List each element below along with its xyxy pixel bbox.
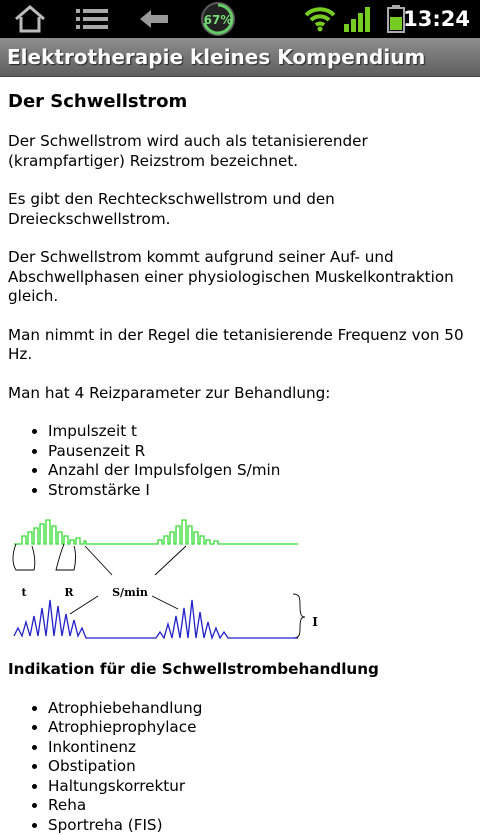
indication-list bbox=[8, 699, 470, 835]
menu-icon[interactable] bbox=[72, 0, 112, 38]
diagram-label-smin: S/min bbox=[112, 586, 148, 599]
article-content[interactable] bbox=[8, 76, 470, 835]
paragraph-2: Es gibt den Rechteckschwellstrom und den Dreieckschwellstrom. bbox=[8, 190, 470, 229]
clock-time: 13:24 bbox=[403, 0, 470, 38]
list-item: • Anzahl der Impulsfolgen S/min bbox=[48, 461, 470, 481]
list-item: • Impulszeit t bbox=[48, 422, 470, 442]
paragraph-3: Der Schwellstrom kommt aufgrund seiner Auf- und Abschwellphasen einer physiologischen Muskelkontraktion gleich. bbox=[8, 248, 470, 307]
list-item: • Atrophiebehandlung bbox=[48, 699, 470, 719]
signal-icon bbox=[343, 0, 373, 38]
parameter-list bbox=[8, 422, 470, 500]
back-icon[interactable] bbox=[134, 0, 174, 38]
article-heading: Der Schwellstrom bbox=[8, 91, 470, 113]
diagram-label-t: t bbox=[21, 586, 27, 599]
list-item: • Sportreha (FIS) bbox=[48, 816, 470, 835]
status-bar bbox=[0, 0, 480, 38]
parameter-markers bbox=[13, 544, 305, 638]
triangle-swell-wave bbox=[14, 600, 298, 638]
home-icon[interactable] bbox=[10, 0, 50, 38]
list-item: • Pausenzeit R bbox=[48, 442, 470, 462]
list-item: • Haltungskorrektur bbox=[48, 777, 470, 797]
rectangle-swell-wave bbox=[14, 520, 298, 544]
diagram-label-i: I bbox=[312, 615, 318, 629]
list-item: • Reha bbox=[48, 796, 470, 816]
list-item: • Inkontinenz bbox=[48, 738, 470, 758]
paragraph-4: Man nimmt in der Regel die tetanisierende Frequenz von 50 Hz. bbox=[8, 326, 470, 365]
wifi-icon bbox=[302, 0, 338, 38]
app-title-bar bbox=[0, 38, 480, 77]
list-item: • Stromstärke I bbox=[48, 481, 470, 501]
paragraph-1: Der Schwellstrom wird auch als tetanisierender (krampfartiger) Reizstrom bezeichnet. bbox=[8, 132, 470, 171]
list-item: • Atrophieprophylace bbox=[48, 718, 470, 738]
battery-widget-icon bbox=[196, 0, 240, 38]
list-item: • Obstipation bbox=[48, 757, 470, 777]
app-title: Elektrotherapie kleines Kompendium bbox=[7, 38, 425, 76]
indication-heading: Indikation für die Schwellstrombehandlung bbox=[8, 660, 470, 680]
diagram-label-r: R bbox=[64, 586, 74, 599]
schwellstrom-diagram bbox=[0, 514, 340, 642]
battery-percent-text: 67% bbox=[204, 13, 233, 27]
paragraph-5: Man hat 4 Reizparameter zur Behandlung: bbox=[8, 384, 470, 404]
